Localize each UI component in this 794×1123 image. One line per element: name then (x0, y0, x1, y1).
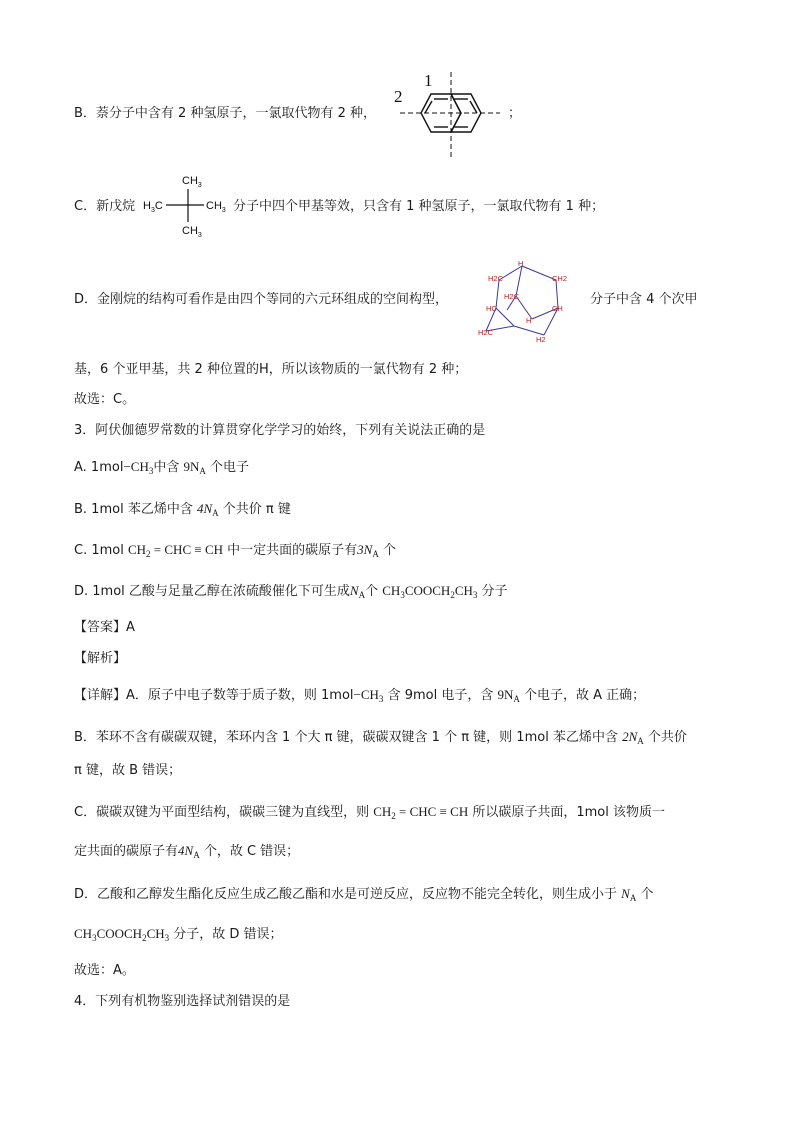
option-d-suffix: 分子中含 4 个次甲 (590, 292, 698, 307)
adamantane-atom-h-top: H (518, 259, 524, 268)
adamantane-atom-h2c-c: H2C (478, 328, 494, 337)
option-b-text: B．萘分子中含有 2 种氢原子，一氯取代物有 2 种， (74, 106, 376, 121)
detail-c-line1: C．碳碳双键为平面型结构，碳碳三键为直线型，则 $CH_2$ = CHC ≡ CH 所以碳原子共面，1mol 该物质一 (74, 804, 666, 821)
question-3-conclusion: 故选：A。 (74, 963, 135, 978)
naphthalene-label-2: 2 (394, 87, 403, 106)
naphthalene-structure (388, 68, 518, 160)
question-3-option-c: C. 1mol $CH_2$ = CHC ≡ CH 中一定共面的碳原子有$3N_A$ 个 (74, 542, 396, 559)
option-d-line2: 基，6 个亚甲基，共 2 种位置的H，所以该物质的一氯代物有 2 种； (74, 362, 468, 377)
svg-text:CH3: $CH_3$ (206, 200, 226, 214)
detail-d-line2: $CH_3COOCH_2CH_3$ 分子，故 D 错误； (74, 926, 283, 943)
adamantane-atom-h2c-a: H2C (488, 274, 504, 283)
naphthalene-label-1: 1 (424, 71, 433, 90)
svg-text:CH3: $CH_3$ (182, 175, 202, 189)
adamantane-atom-ch2-a: CH2 (552, 274, 568, 283)
svg-text:H3C: $H_3C$ (143, 200, 163, 214)
question-3-option-a: A. $1mol-CH_3$中含 $9N_A$ 个电子 (74, 459, 250, 476)
detail-d-line1: D．乙酸和乙醇发生酯化反应生成乙酸乙酯和水是可逆反应，反应物不能完全转化，则生成小于 $N_A$ 个 (74, 886, 654, 903)
detail-a: 【详解】A．原子中电子数等于质子数，则 $1mol-CH_3$ 含 9mol 电子，含 $9N_A$ 个电子，故 A 正确； (74, 687, 646, 704)
question-3-analysis-label: 【解析】 (74, 651, 127, 666)
adamantane-atom-hc: HC (486, 304, 497, 313)
question-3-option-d: D. 1mol 乙酸与足量乙醇在浓硫酸催化下可生成$N_A$个 $CH_3COOCH_2CH_3$ 分子 (74, 583, 508, 600)
adamantane-atom-h2-bottom: H2 (536, 335, 546, 344)
neopentane-structure (142, 170, 234, 240)
question-3-stem: 3．阿伏伽德罗常数的计算贯穿化学学习的始终，下列有关说法正确的是 (74, 423, 486, 438)
option-b-tail: ； (508, 106, 522, 121)
question-4-stem: 4．下列有机物鉴别选择试剂错误的是 (74, 994, 291, 1009)
option-d-prefix: D．金刚烷的结构可看作是由四个等同的六元环组成的空间构型， (74, 292, 449, 307)
adamantane-atom-h-mid: H (526, 316, 532, 325)
adamantane-structure (474, 253, 578, 349)
adamantane-atom-ch: CH (552, 304, 563, 313)
question-3-option-b: B. 1mol 苯乙烯中含 $4N_A$ 个共价 π 键 (74, 501, 291, 518)
adamantane-atom-h2c-b: H2C (504, 292, 520, 301)
svg-text:CH3: $CH_3$ (182, 225, 202, 239)
option-c-text: 分子中四个甲基等效，只含有 1 种氢原子，一氯取代物有 1 种； (233, 199, 605, 214)
previous-answer-conclusion: 故选：C。 (74, 392, 136, 407)
question-3-answer: 【答案】A (74, 620, 135, 635)
option-c-prefix: C．新戊烷 (74, 199, 136, 214)
detail-b-line2: π 键，故 B 错误； (74, 763, 182, 778)
detail-c-line2: 定共面的碳原子有$4N_A$ 个，故 C 错误； (74, 843, 300, 860)
detail-b-line1: B．苯环不含有碳碳双键，苯环内含 1 个大 π 键，碳碳双键含 1 个 π 键，则 1mol 苯乙烯中含 $2N_A$ 个共价 (74, 729, 687, 746)
